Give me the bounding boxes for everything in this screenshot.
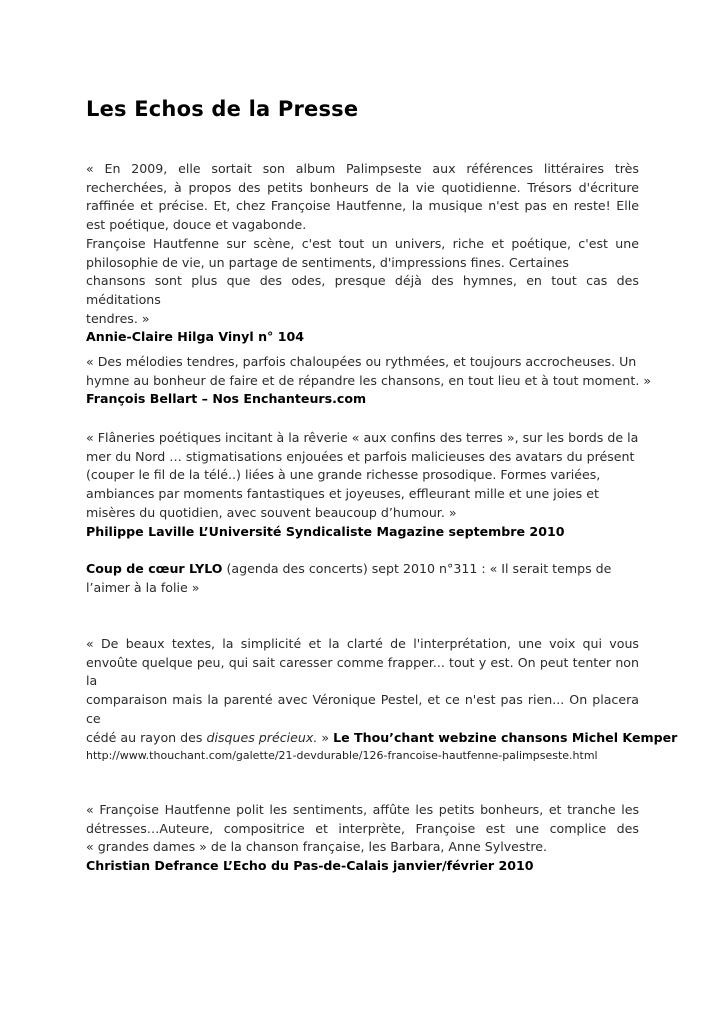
source-url-link[interactable]: http://www.thouchant.com/galette/21-devdurable/126-francoise-hautfenne-palimpseste.html [86,749,598,763]
review-line: ambiances par moments fantastiques et joyeuses, effleurant mille et une joies et [86,486,599,502]
review-line: comparaison mais la parenté avec Véronique Pestel, et ce n'est pas rien... On placera ce [86,692,639,726]
review-line: l’aimer à la folie » [86,579,200,595]
review-nos-enchanteurs [86,353,652,409]
review-attribution: François Bellart – Nos Enchanteurs.com [86,391,367,407]
review-line: Françoise Hautfenne sur scène, c'est tout un univers, riche et poétique, c'est une [86,235,639,251]
review-vinyl [86,160,639,347]
review-line: « Des mélodies tendres, parfois chaloupées ou rythmées, et toujours accrocheuses. Un [86,354,637,369]
review-line: (couper le fil de la télé..) liées à une grande richesse prosodique. Formes variées, [86,467,601,483]
review-line: misères du quotidien, avec souvent beaucoup d’humour. » [86,504,457,520]
review-line [86,560,639,579]
review-line: tendres. » [86,310,150,326]
review-line: chansons sont plus que des odes, presque déjà des hymnes, en tout cas des méditations [86,273,639,307]
lylo-rest: (agenda des concerts) sept 2010 n°311 : « Il serait temps de [222,561,612,576]
page-title: Les Echos de la Presse [86,97,359,121]
review-attribution: Le Thou’chant webzine chansons Michel Kemper [333,729,678,745]
review-thouchant [86,635,678,766]
review-line: philosophie de vie, un partage de sentiments, d'impressions fines. Certaines [86,254,569,270]
review-echo-pas-de-calais [86,801,639,876]
review-lylo [86,560,639,597]
review-attribution: Philippe Laville L’Université Syndicaliste Magazine septembre 2010 [86,523,565,539]
review-attribution: Christian Defrance L’Echo du Pas-de-Calais janvier/février 2010 [86,858,534,874]
review-text: » [317,729,334,745]
review-line: « De beaux textes, la simplicité et la clarté de l'interprétation, une voix qui vous [86,636,639,651]
review-line: recherchées, à propos des petits bonheurs de la vie quotidienne. Trésors d'écriture [86,179,639,195]
review-attribution: Annie-Claire Hilga Vinyl n° 104 [86,329,304,345]
review-line: détresses…Auteure, compositrice et interprète, Françoise est une complice des [86,820,639,836]
review-line: « Flâneries poétiques incitant à la rêverie « aux confins des terres », sur les bords de la [86,430,639,445]
review-line [86,729,678,748]
review-line: « grandes dames » de la chanson française, les Barbara, Anne Sylvestre. [86,839,548,855]
review-line: raffinée et précise. Et, chez Françoise Hautfenne, la musique n'est pas en reste! Elle [86,198,639,214]
review-line: « En 2009, elle sortait son album Palimpseste aux références littéraires très [86,161,639,176]
lylo-bold-lead: Coup de cœur LYLO [86,561,223,576]
review-line: est poétique, douce et vagabonde. [86,217,307,233]
review-line: mer du Nord … stigmatisations enjouées et parfois malicieuses des avatars du présent [86,448,635,464]
review-text: cédé au rayon des [86,729,207,745]
italic-phrase: disques précieux. [206,729,318,745]
review-line: envoûte quelque peu, qui sait caresser comme frapper... tout y est. On peut tenter non la [86,654,639,689]
review-line: « Françoise Hautfenne polit les sentiments, affûte les petits bonheurs, et tranche les [86,802,639,817]
review-line: hymne au bonheur de faire et de répandre les chansons, en tout lieu et à tout moment. » [86,372,652,388]
review-universite-syndicaliste [86,429,639,541]
